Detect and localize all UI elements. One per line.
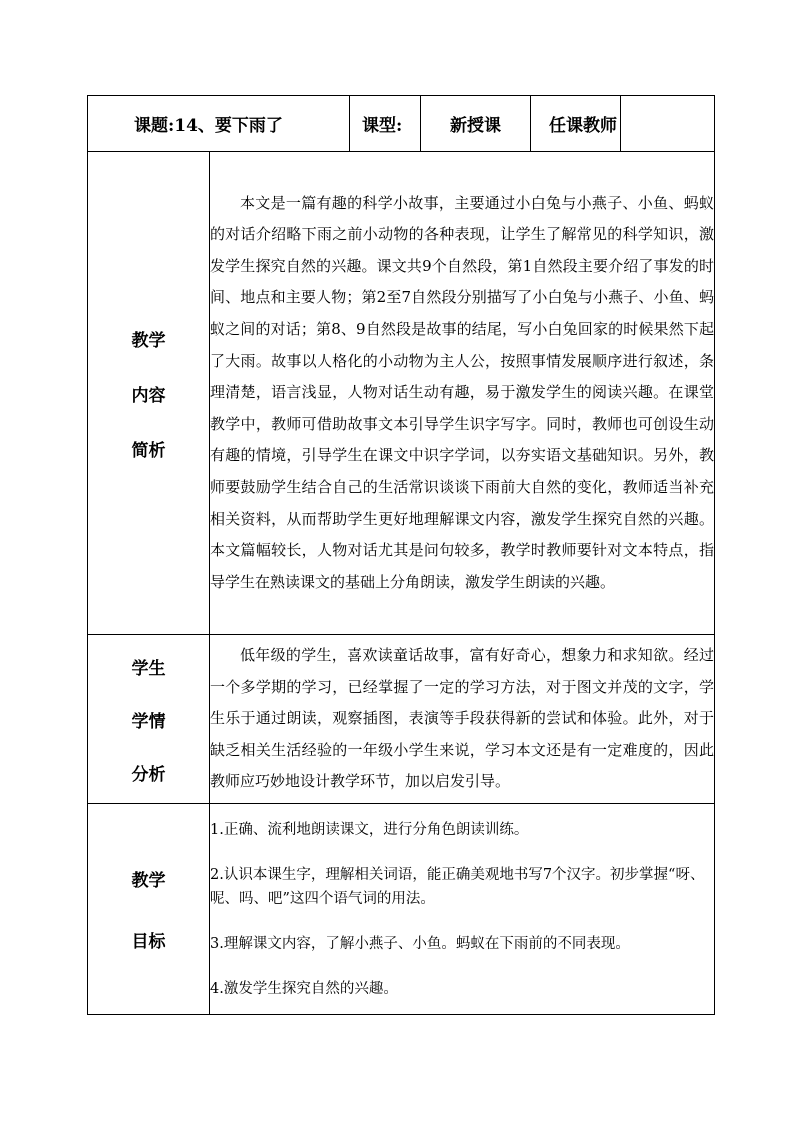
teaching-goals-label <box>88 804 210 1015</box>
student-analysis-row <box>88 635 715 804</box>
teacher-label: 任课教师 <box>531 96 621 152</box>
label-line: 简析 <box>131 440 166 461</box>
content-analysis-paragraph: 本文是一篇有趣的科学小故事，主要通过小白兔与小燕子、小鱼、蚂蚁的对话介绍略下雨之前小动物的各种表现，让学生了解常见的科学知识，激发学生探究自然的兴趣。课文共9个自然段，第1自然段主要介绍了事发的时间、地点和主要人物；第2至7自然段分别描写了小白兔与小燕子、小鱼、蚂蚁之间的对话；第8、9自然段是故事的结尾，写小白兔回家的时候果然下起了大雨。故事以人格化的小动物为主人公，按照事情发展顺序进行叙述，条理清楚，语言浅显，人物对话生动有趣，易于激发学生的阅读兴趣。在课堂教学中，教师可借助故事文本引导学生识字写字。同时，教师也可创设生动有趣的情境，引导学生在课文中识字学词，以夯实语文基础知识。另外，教师要鼓励学生结合自己的生活常识谈谈下雨前大自然的变化，教师适当补充相关资料，从而帮助学生更好地理解课文内容，激发学生探究自然的兴趣。本文篇幅较长，人物对话尤其是问句较多，教学时教师要针对文本特点，指导学生在熟读课文的基础上分角朗读，激发学生朗读的兴趣。 <box>210 193 714 591</box>
teaching-goals-row <box>88 804 715 1015</box>
goal-item: 4.激发学生探究自然的兴趣。 <box>210 980 398 997</box>
label-line: 教学 <box>131 871 166 891</box>
goal-item: 1.正确、流利地朗读课文，进行分角色朗读训练。 <box>210 821 529 838</box>
lesson-plan-table <box>87 95 715 1015</box>
student-analysis-paragraph: 低年级的学生，喜欢读童话故事，富有好奇心，想象力和求知欲。经过一个多学期的学习，已经掌握了一定的学习方法，对于图文并茂的文字，学生乐于通过朗读，观察插图，表演等手段获得新的尝试和体验。此外，对于缺乏相关生活经验的一年级小学生来说，学习本文还是有一定难度的，因此教师应巧妙地设计教学环节，加以启发引导。 <box>210 646 714 791</box>
label-line: 分析 <box>131 764 166 785</box>
lesson-type-value: 新授课 <box>421 96 531 152</box>
label-line: 目标 <box>131 932 166 952</box>
content-analysis-text <box>210 152 715 635</box>
goal-item: 3.理解课文内容，了解小燕子、小鱼。蚂蚁在下雨前的不同表现。 <box>210 935 630 952</box>
student-analysis-text <box>210 635 715 804</box>
lesson-type-label: 课型: <box>350 96 421 152</box>
student-analysis-label <box>88 635 210 804</box>
teaching-goals-list <box>210 804 715 1015</box>
content-analysis-label <box>88 152 210 635</box>
lesson-title: 课题:14、要下雨了 <box>88 96 350 152</box>
teacher-value <box>621 96 715 152</box>
goal-item: 2.认识本课生字，理解相关词语，能正确美观地书写7个汉字。初步掌握“呀、呢、吗、吧”这四个语气词的用法。 <box>210 866 705 907</box>
label-line: 学情 <box>131 711 166 732</box>
label-line: 教学 <box>131 330 166 351</box>
label-line: 学生 <box>131 658 166 679</box>
content-analysis-row <box>88 152 715 635</box>
header-row <box>88 96 715 152</box>
label-line: 内容 <box>131 385 166 406</box>
